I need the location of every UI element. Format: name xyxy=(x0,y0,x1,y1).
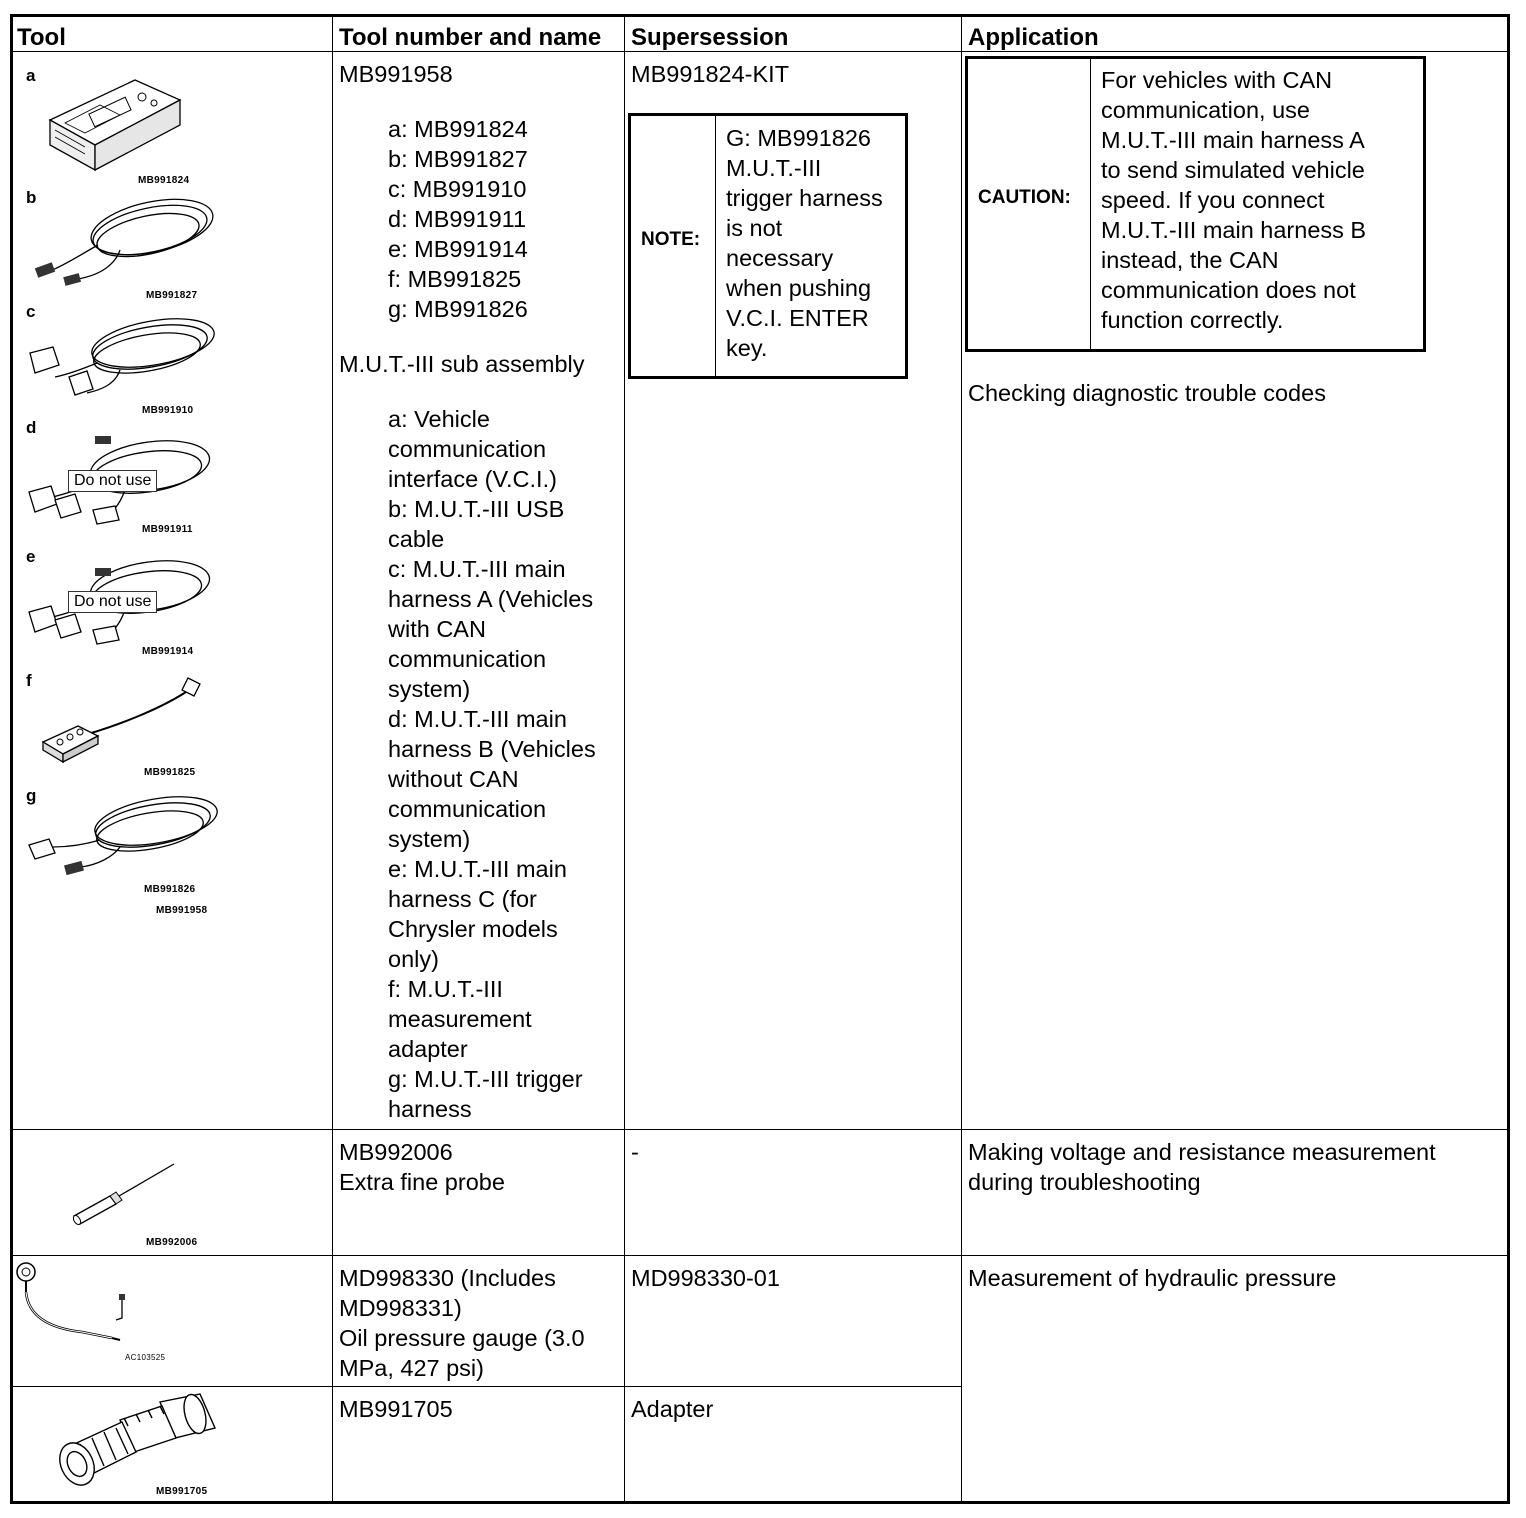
kit-item: e: MB991914 xyxy=(388,236,528,262)
caution-line: For vehicles with CAN xyxy=(1101,67,1333,93)
part-caption: MB991826 xyxy=(144,884,196,895)
kit-item: g: MB991826 xyxy=(388,296,528,322)
caution-line: speed. If you connect xyxy=(1101,187,1325,213)
tool-number: MB991705 xyxy=(339,1396,453,1422)
note-line: when pushing xyxy=(726,275,872,301)
vci-device-illustration xyxy=(40,75,190,175)
probe-illustration xyxy=(70,1160,180,1230)
column-divider xyxy=(961,14,962,1504)
kit-item: f: MB991825 xyxy=(388,266,522,292)
part-caption: MB991910 xyxy=(142,405,194,416)
subassembly-line: c: M.U.T.-III main xyxy=(388,556,566,582)
tool-label: b xyxy=(26,188,37,207)
adapter-illustration xyxy=(40,1392,220,1490)
tool-label: f xyxy=(26,671,32,690)
subassembly-line: a: Vehicle xyxy=(388,406,490,432)
note-line: key. xyxy=(726,335,768,361)
part-caption: MB992006 xyxy=(146,1237,198,1248)
row-divider xyxy=(10,1386,962,1387)
subassembly-line: harness C (for xyxy=(388,886,537,912)
kit-item: a: MB991824 xyxy=(388,116,528,142)
oil-pressure-gauge-illustration xyxy=(12,1260,162,1355)
supersession-value: Adapter xyxy=(631,1396,714,1422)
note-label: NOTE: xyxy=(641,229,701,250)
subassembly-line: adapter xyxy=(388,1036,468,1062)
subassembly-line: measurement xyxy=(388,1006,532,1032)
supersession-value: - xyxy=(631,1139,639,1165)
header-tool: Tool xyxy=(17,24,66,51)
tool-number-line: MD998330 (Includes xyxy=(339,1265,556,1291)
part-caption: MB991824 xyxy=(138,175,190,186)
note-line: G: MB991826 xyxy=(726,125,872,151)
tool-number-line: Oil pressure gauge (3.0 xyxy=(339,1325,585,1351)
caution-line: M.U.T.-III main harness A xyxy=(1101,127,1365,153)
measurement-adapter-illustration xyxy=(38,670,208,765)
kit-item: d: MB991911 xyxy=(388,206,527,232)
tool-label: d xyxy=(26,418,37,437)
row-divider xyxy=(10,1255,1510,1256)
tool-number: MB992006 xyxy=(339,1139,453,1165)
application-text: Making voltage and resistance measurement xyxy=(968,1139,1436,1165)
tool-number-line: MD998331) xyxy=(339,1295,462,1321)
part-caption: MB991705 xyxy=(156,1486,208,1497)
do-not-use-tag: Do not use xyxy=(68,591,157,613)
subassembly-title: M.U.T.-III sub assembly xyxy=(339,351,585,377)
note-line: is not xyxy=(726,215,783,241)
header-application: Application xyxy=(968,24,1099,51)
tool-number: MB991958 xyxy=(339,61,453,87)
subassembly-line: e: M.U.T.-III main xyxy=(388,856,567,882)
row-divider xyxy=(10,1129,1510,1130)
subassembly-line: with CAN xyxy=(388,616,486,642)
note-line: M.U.T.-III xyxy=(726,155,822,181)
subassembly-line: f: M.U.T.-III xyxy=(388,976,503,1002)
header-supersession: Supersession xyxy=(631,24,789,51)
supersession-value: MB991824-KIT xyxy=(631,61,790,87)
caution-line: M.U.T.-III main harness B xyxy=(1101,217,1367,243)
part-caption: MB991914 xyxy=(142,646,194,657)
subassembly-line: Chrysler models xyxy=(388,916,558,942)
part-caption: MB991911 xyxy=(142,524,193,535)
part-caption: MB991825 xyxy=(144,767,196,778)
tool-name: Extra fine probe xyxy=(339,1169,505,1195)
note-line: trigger harness xyxy=(726,185,883,211)
usb-cable-illustration xyxy=(30,195,215,290)
note-line: V.C.I. ENTER xyxy=(726,305,869,331)
part-caption: MB991827 xyxy=(146,290,198,301)
application-text: Measurement of hydraulic pressure xyxy=(968,1265,1337,1291)
caution-line: function correctly. xyxy=(1101,307,1284,333)
column-divider xyxy=(332,14,333,1504)
subassembly-line: communication xyxy=(388,436,547,462)
caution-line: communication does not xyxy=(1101,277,1356,303)
subassembly-line: system) xyxy=(388,826,471,852)
subassembly-line: harness xyxy=(388,1096,472,1122)
subassembly-line: communication xyxy=(388,796,547,822)
tool-label: c xyxy=(26,302,36,321)
part-caption: MB991958 xyxy=(156,905,208,916)
caution-box-divider xyxy=(1090,59,1091,349)
tool-label: a xyxy=(26,66,36,85)
application-text: during troubleshooting xyxy=(968,1169,1201,1195)
part-caption: AC103525 xyxy=(125,1353,166,1362)
subassembly-line: g: M.U.T.-III trigger xyxy=(388,1066,583,1092)
column-divider xyxy=(624,14,625,1504)
caution-label: CAUTION: xyxy=(978,187,1071,208)
subassembly-line: b: M.U.T.-III USB xyxy=(388,496,565,522)
caution-line: communication, use xyxy=(1101,97,1310,123)
subassembly-line: d: M.U.T.-III main xyxy=(388,706,567,732)
tool-label: g xyxy=(26,786,37,805)
subassembly-line: without CAN xyxy=(388,766,519,792)
subassembly-line: interface (V.C.I.) xyxy=(388,466,557,492)
caution-line: to send simulated vehicle xyxy=(1101,157,1365,183)
kit-item: b: MB991827 xyxy=(388,146,528,172)
subassembly-line: only) xyxy=(388,946,439,972)
note-line: necessary xyxy=(726,245,834,271)
subassembly-line: harness A (Vehicles xyxy=(388,586,594,612)
main-harness-a-illustration xyxy=(25,315,215,410)
subassembly-line: communication xyxy=(388,646,547,672)
application-text: Checking diagnostic trouble codes xyxy=(968,380,1326,406)
trigger-harness-illustration xyxy=(25,795,220,885)
tool-number-line: MPa, 427 psi) xyxy=(339,1355,484,1381)
header-tool-number: Tool number and name xyxy=(339,24,602,51)
subassembly-line: cable xyxy=(388,526,445,552)
caution-line: instead, the CAN xyxy=(1101,247,1279,273)
note-box-divider xyxy=(715,116,716,376)
tool-label: e xyxy=(26,547,36,566)
subassembly-line: system) xyxy=(388,676,471,702)
supersession-value: MD998330-01 xyxy=(631,1265,780,1291)
do-not-use-tag: Do not use xyxy=(68,470,157,492)
kit-item: c: MB991910 xyxy=(388,176,527,202)
subassembly-line: harness B (Vehicles xyxy=(388,736,596,762)
